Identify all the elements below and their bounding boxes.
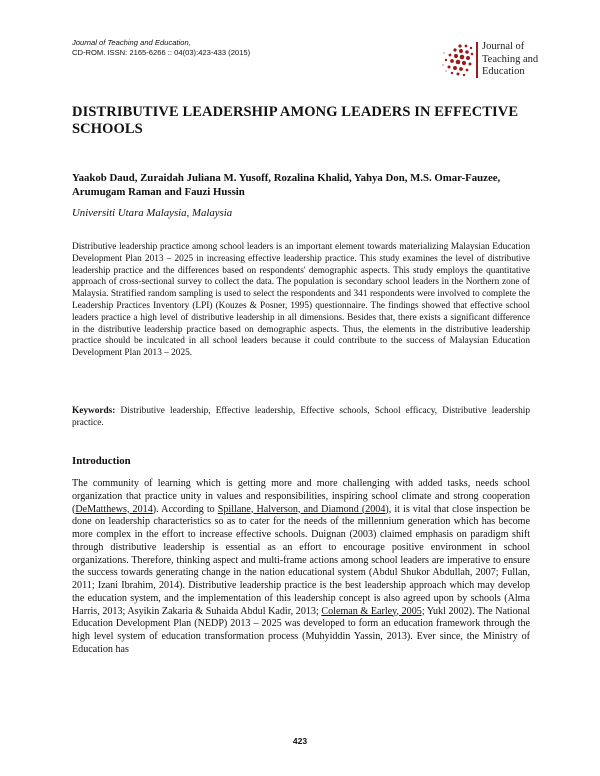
journal-issn: CD-ROM. ISSN: 2165-6266 :: 04(03):423-433 (2015) <box>72 48 251 57</box>
logo-text <box>482 41 538 79</box>
paper-authors: Yaakob Daud, Zuraidah Juliana M. Yusoff, Rozalina Khalid, Yahya Don, M.S. Omar-Fauzee, Arumugam Raman and Fauzi Hussin <box>72 172 501 198</box>
citation-link-spillane[interactable]: Spillane, Halverson, and Diamond (2004) <box>217 503 389 515</box>
intro-text-3: , it is vital that close inspection be done on leadership characteristics so as to cater for the needs of the millennium generation which has become more complex in the effort to increase effective schools. Duignan (2003) claimed emphasis on paradigm shift through distributive leadership is essential as an effort to encourage positive environment in school organizations. Therefore, thinking aspect and multi-frame actions among school leaders are imperative to ensure the success towards generating change in the nation educational system (Abdul Shukor Abdullah, 2007; Fullan, 2011; Izani Ibrahim, 2014). Distributive leadership practice is the best leadership approach which may develop the education system, and the implementation of this leadership concept is also agreed upon by schools (Alma Harris, 2013; Asyikin Zakaria & Suhaida Abdul Kadir, 2013; <box>72 503 530 617</box>
journal-name: Journal of Teaching and Education, <box>72 38 191 47</box>
page-number: 423 <box>292 736 308 746</box>
keywords-list: Distributive leadership, Effective leadership, Effective schools, School efficacy, Distributive leadership practice. <box>72 406 530 428</box>
citation-link-dematthews[interactable]: DeMatthews, 2014 <box>75 503 153 515</box>
paper-affiliation: Universiti Utara Malaysia, Malaysia <box>72 207 233 219</box>
intro-text-2: ). According to <box>152 503 218 515</box>
dot-grid-logo-icon <box>440 43 474 77</box>
logo-line-3: Education <box>482 66 525 77</box>
citation-link-coleman[interactable]: Coleman & Earley, 2005; <box>321 605 425 617</box>
logo-line-2: Teaching and <box>482 53 539 65</box>
intro-text-4: Yukl 2002). The National Education Development Plan (NEDP) 2013 – 2025 was developed to form an education framework through the high level system of education transformation process (Muhyiddin Yassin, 2013). Ever since, the Ministry of Education has <box>72 605 530 655</box>
keywords-label: Keywords: <box>72 406 116 416</box>
paper-title: DISTRIBUTIVE LEADERSHIP AMONG LEADERS IN EFFECTIVE SCHOOLS <box>72 104 519 137</box>
keywords <box>72 406 530 430</box>
abstract: Distributive leadership practice among school leaders is an important element towards materializing Malaysian Education Development Plan 2013 – 2025 in increasing effective leadership practice. This study examines the level of distributive leadership practice and the differences based on respondents' demographic aspects. This study employs the quantitative approach of cross-sectional survey to collect the data. The population is secondary school leaders in the Northern zone of Malaysia. Stratified random sampling is used to select the respondents and 341 respondents were involved to complete the Leadership Practices Inventory (LPI) (Kouzes & Posner, 1995) questionnaire. The findings showed that effective school leaders practice a high level of distributive leadership in all dimensions. Besides that, there exists a significant difference in the distributive leadership practice based on demographic aspects. Thus, the elements in the distributive leadership practice should be inculcated in all school leaders because it could contribute to the success of Malaysian Education Development Plan 2013 – 2025. <box>72 242 530 359</box>
journal-logo <box>440 40 540 80</box>
introduction-paragraph <box>72 478 530 657</box>
intro-text-1: The community of learning which is getting more and more challenging with added tasks, needs school organization that practice unity in values and responsibilities, inspiring school climate and strong cooperation ( <box>72 478 530 515</box>
logo-divider <box>476 42 478 78</box>
journal-citation <box>72 38 250 58</box>
logo-line-1: Journal of <box>482 41 525 52</box>
section-heading-introduction: Introduction <box>72 455 131 467</box>
